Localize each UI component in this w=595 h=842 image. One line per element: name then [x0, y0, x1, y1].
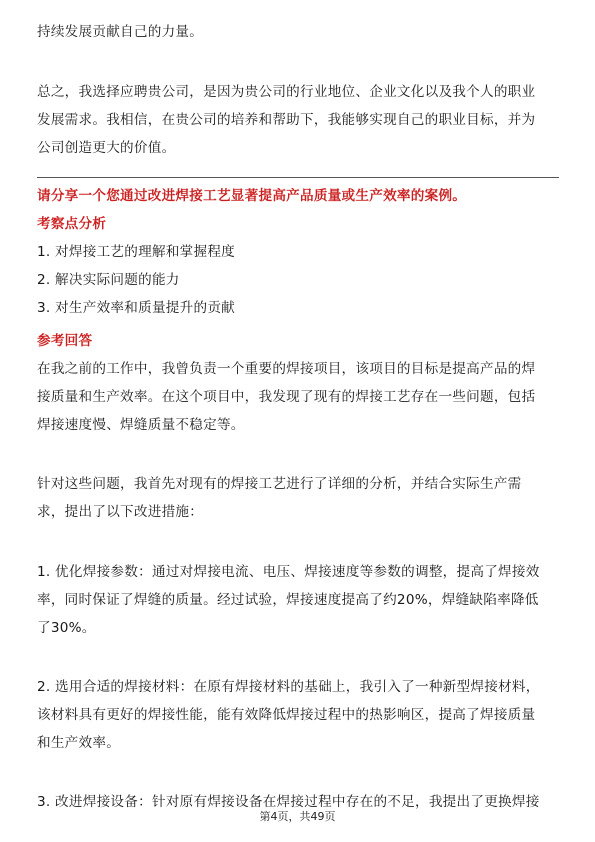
- answer-paragraph-line: 了30%。: [37, 620, 96, 636]
- intro-tail-text: 持续发展贡献自己的力量。: [37, 24, 204, 40]
- answer-paragraph-line: 在我之前的工作中，我曾负责一个重要的焊接项目，该项目的目标是提高产品的焊: [37, 361, 536, 377]
- answer-paragraph-line: 接质量和生产效率。在这个项目中，我发现了现有的焊接工艺存在一些问题，包括: [37, 389, 536, 405]
- answer-paragraph-line: 求，提出了以下改进措施：: [37, 504, 204, 520]
- answer-heading: 参考回答: [37, 333, 93, 349]
- answer-paragraph-line: 3. 改进焊接设备：针对原有焊接设备在焊接过程中存在的不足，我提出了更换焊接: [37, 794, 540, 810]
- answer-paragraph-line: 2. 选用合适的焊接材料：在原有焊接材料的基础上，我引入了一种新型焊接材料，: [37, 679, 540, 695]
- summary-line: 总之，我选择应聘贵公司，是因为贵公司的行业地位、企业文化以及我个人的职业: [37, 84, 536, 100]
- answer-paragraph-line: 针对这些问题，我首先对现有的焊接工艺进行了详细的分析，并结合实际生产需: [37, 476, 522, 492]
- analysis-item: 1. 对焊接工艺的理解和掌握程度: [37, 244, 236, 260]
- analysis-heading: 考察点分析: [37, 216, 107, 232]
- analysis-item: 2. 解决实际问题的能力: [37, 272, 180, 288]
- answer-paragraph-line: 1. 优化焊接参数：通过对焊接电流、电压、焊接速度等参数的调整，提高了焊接效: [37, 564, 540, 580]
- question-heading: 请分享一个您通过改进焊接工艺显著提高产品质量或生产效率的案例。: [37, 188, 467, 204]
- answer-paragraph-line: 焊接速度慢、焊缝质量不稳定等。: [37, 417, 245, 433]
- answer-paragraph-line: 和生产效率。: [37, 735, 121, 751]
- summary-line: 公司创造更大的价值。: [37, 140, 176, 156]
- answer-paragraph-line: 该材料具有更好的焊接性能，能有效降低焊接过程中的热影响区，提高了焊接质量: [37, 707, 536, 723]
- summary-line: 发展需求。我相信，在贵公司的培养和帮助下，我能够实现自己的职业目标，并为: [37, 112, 536, 128]
- page-number: 第4页，共49页: [259, 810, 336, 823]
- section-divider: [37, 177, 559, 178]
- answer-paragraph-line: 率，同时保证了焊缝的质量。经过试验，焊接速度提高了约20%，焊缝缺陷率降低: [37, 592, 539, 608]
- analysis-item: 3. 对生产效率和质量提升的贡献: [37, 300, 236, 316]
